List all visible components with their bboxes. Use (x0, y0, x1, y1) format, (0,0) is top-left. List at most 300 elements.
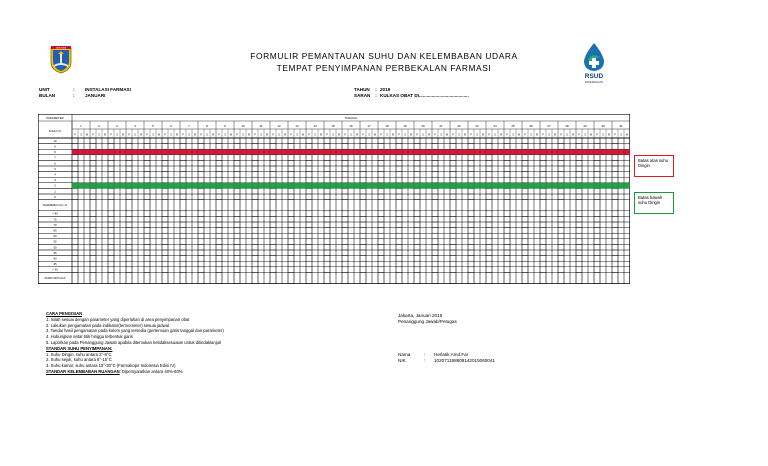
grid-cell (222, 233, 228, 239)
grid-cell (396, 155, 402, 161)
grid-cell (228, 239, 234, 245)
grid-cell (618, 166, 624, 172)
grid-cell (72, 138, 78, 144)
grid-cell (336, 160, 342, 166)
grid-cell (546, 160, 552, 166)
grid-cell (108, 228, 114, 234)
grid-cell (384, 188, 390, 194)
grid-cell (624, 267, 630, 273)
grid-cell (432, 267, 438, 273)
grid-cell (480, 216, 486, 222)
grid-cell (150, 250, 156, 256)
grid-cell (456, 228, 462, 234)
grid-cell (132, 172, 138, 178)
grid-cell (84, 250, 90, 256)
grid-cell (582, 166, 588, 172)
grid-cell (588, 172, 594, 178)
grid-cell (408, 155, 414, 161)
grid-cell (186, 267, 192, 273)
grid-cell (174, 166, 180, 172)
grid-cell (120, 144, 126, 150)
grid-cell (132, 267, 138, 273)
grid-cell (252, 239, 258, 245)
sub-column-label: S (548, 133, 550, 137)
grid-cell (600, 194, 606, 200)
grid-cell (264, 177, 270, 183)
grid-cell (126, 160, 132, 166)
grid-cell (222, 261, 228, 267)
grid-cell (318, 222, 324, 228)
grid-cell (294, 244, 300, 250)
grid-cell (216, 216, 222, 222)
grid-cell (588, 177, 594, 183)
grid-cell (180, 177, 186, 183)
grid-cell (228, 250, 234, 256)
grid-cell (318, 216, 324, 222)
grid-cell (282, 138, 288, 144)
grid-cell (516, 228, 522, 234)
grid-cell (108, 256, 114, 262)
grid-cell (330, 261, 336, 267)
grid-cell (372, 194, 378, 200)
grid-cell (312, 138, 318, 144)
grid-cell (624, 188, 630, 194)
grid-cell (576, 228, 582, 234)
grid-cell (138, 172, 144, 178)
grid-cell (444, 228, 450, 234)
grid-cell (156, 177, 162, 183)
grid-cell (360, 160, 366, 166)
grid-cell (426, 211, 432, 217)
grid-cell (486, 172, 492, 178)
grid-cell (168, 144, 174, 150)
grid-cell (474, 155, 480, 161)
grid-cell (384, 138, 390, 144)
grid-cell (528, 233, 534, 239)
grid-cell (384, 272, 390, 283)
grid-cell (432, 160, 438, 166)
grid-cell (138, 144, 144, 150)
grid-cell (312, 228, 318, 234)
grid-cell (108, 250, 114, 256)
sub-column-label: P (596, 133, 598, 137)
grid-cell (420, 155, 426, 161)
grid-cell (168, 228, 174, 234)
grid-cell (420, 256, 426, 262)
grid-cell (414, 155, 420, 161)
grid-cell (162, 172, 168, 178)
day-label: 19 (403, 124, 407, 128)
grid-cell (402, 239, 408, 245)
grid-cell (318, 200, 324, 211)
grid-cell (522, 228, 528, 234)
grid-cell (186, 233, 192, 239)
sub-column-label: M (536, 133, 538, 137)
grid-cell (156, 250, 162, 256)
grid-cell (414, 228, 420, 234)
grid-cell (96, 261, 102, 267)
grid-cell (204, 244, 210, 250)
grid-cell (480, 188, 486, 194)
grid-cell (198, 250, 204, 256)
grid-cell (576, 172, 582, 178)
grid-cell (306, 188, 312, 194)
grid-cell (432, 222, 438, 228)
grid-cell (420, 166, 426, 172)
grid-cell (222, 200, 228, 211)
grid-cell (210, 272, 216, 283)
grid-cell (186, 216, 192, 222)
grid-cell (558, 272, 564, 283)
grid-cell (336, 222, 342, 228)
grid-cell (174, 267, 180, 273)
grid-cell (552, 267, 558, 273)
grid-cell (378, 172, 384, 178)
grid-cell (624, 160, 630, 166)
grid-cell (426, 166, 432, 172)
grid-cell (150, 261, 156, 267)
grid-cell (228, 233, 234, 239)
day-label: 30 (601, 124, 605, 128)
grid-cell (216, 233, 222, 239)
sub-column-label: P (308, 133, 310, 137)
day-label: 13 (295, 124, 299, 128)
grid-cell (396, 138, 402, 144)
grid-cell (522, 216, 528, 222)
grid-cell (492, 200, 498, 211)
grid-cell (492, 272, 498, 283)
grid-cell (468, 194, 474, 200)
grid-cell (522, 160, 528, 166)
grid-cell (378, 222, 384, 228)
grid-cell (270, 177, 276, 183)
grid-cell (564, 233, 570, 239)
grid-cell (204, 261, 210, 267)
grid-cell (384, 177, 390, 183)
grid-cell (516, 194, 522, 200)
grid-cell (546, 222, 552, 228)
grid-cell (582, 244, 588, 250)
grid-cell (582, 222, 588, 228)
grid-cell (486, 267, 492, 273)
grid-cell (420, 239, 426, 245)
grid-cell (144, 228, 150, 234)
grid-cell (246, 222, 252, 228)
grid-cell (342, 261, 348, 267)
grid-cell (612, 228, 618, 234)
grid-cell (162, 211, 168, 217)
grid-cell (570, 177, 576, 183)
grid-cell (180, 160, 186, 166)
sub-column-label: S (530, 133, 532, 137)
grid-cell (606, 250, 612, 256)
grid-cell (564, 172, 570, 178)
grid-cell (78, 155, 84, 161)
grid-cell (444, 216, 450, 222)
grid-cell (282, 177, 288, 183)
grid-cell (468, 222, 474, 228)
grid-cell (276, 267, 282, 273)
grid-cell (78, 172, 84, 178)
grid-cell (432, 261, 438, 267)
grid-cell (348, 222, 354, 228)
sub-column-label: S (404, 133, 406, 137)
grid-cell (516, 239, 522, 245)
grid-cell (156, 222, 162, 228)
sub-column-label: M (554, 133, 556, 137)
grid-cell (180, 233, 186, 239)
grid-cell (276, 144, 282, 150)
grid-cell (336, 216, 342, 222)
grid-cell (558, 177, 564, 183)
grid-cell (504, 211, 510, 217)
grid-cell (198, 261, 204, 267)
grid-cell (96, 272, 102, 283)
grid-cell (186, 261, 192, 267)
grid-cell (138, 244, 144, 250)
grid-cell (96, 256, 102, 262)
grid-cell (612, 155, 618, 161)
grid-cell (384, 228, 390, 234)
day-label: 25 (511, 124, 515, 128)
grid-cell (102, 267, 108, 273)
grid-cell (498, 228, 504, 234)
grid-cell (456, 144, 462, 150)
grid-cell (330, 194, 336, 200)
grid-cell (144, 172, 150, 178)
grid-cell (414, 239, 420, 245)
grid-cell (492, 244, 498, 250)
grid-cell (570, 166, 576, 172)
grid-cell (216, 211, 222, 217)
grid-cell (408, 138, 414, 144)
grid-cell (342, 256, 348, 262)
grid-cell (288, 222, 294, 228)
grid-cell (498, 261, 504, 267)
grid-cell (174, 155, 180, 161)
grid-cell (480, 261, 486, 267)
grid-cell (534, 256, 540, 262)
grid-cell (438, 160, 444, 166)
grid-cell (360, 138, 366, 144)
grid-cell (114, 256, 120, 262)
grid-cell (582, 194, 588, 200)
day-label: 17 (367, 124, 371, 128)
grid-cell (540, 172, 546, 178)
grid-cell (588, 222, 594, 228)
grid-cell (282, 272, 288, 283)
grid-cell (558, 188, 564, 194)
grid-cell (120, 177, 126, 183)
grid-cell (546, 155, 552, 161)
grid-cell (504, 216, 510, 222)
grid-cell (228, 188, 234, 194)
grid-cell (78, 239, 84, 245)
grid-cell (498, 194, 504, 200)
grid-cell (162, 261, 168, 267)
grid-cell (624, 144, 630, 150)
grid-cell (222, 188, 228, 194)
grid-cell (432, 250, 438, 256)
grid-cell (246, 211, 252, 217)
grid-cell (354, 194, 360, 200)
grid-cell (612, 222, 618, 228)
grid-cell (606, 172, 612, 178)
grid-cell (276, 194, 282, 200)
grid-cell (294, 228, 300, 234)
grid-cell (372, 244, 378, 250)
grid-cell (234, 272, 240, 283)
sub-column-label: S (134, 133, 136, 137)
grid-cell (570, 155, 576, 161)
grid-cell (468, 233, 474, 239)
grid-cell (144, 160, 150, 166)
grid-cell (534, 216, 540, 222)
grid-cell (360, 256, 366, 262)
grid-cell (126, 216, 132, 222)
grid-cell (96, 188, 102, 194)
grid-cell (180, 250, 186, 256)
grid-cell (504, 138, 510, 144)
grid-cell (288, 200, 294, 211)
grid-cell (306, 250, 312, 256)
grid-cell (348, 256, 354, 262)
grid-cell (576, 194, 582, 200)
grid-cell (450, 272, 456, 283)
grid-cell (336, 194, 342, 200)
grid-cell (504, 200, 510, 211)
grid-cell (570, 239, 576, 245)
grid-cell (468, 261, 474, 267)
grid-cell (414, 244, 420, 250)
grid-cell (438, 211, 444, 217)
grid-cell (114, 267, 120, 273)
grid-cell (144, 272, 150, 283)
grid-cell (624, 222, 630, 228)
grid-cell (402, 155, 408, 161)
grid-cell (204, 160, 210, 166)
grid-cell (312, 211, 318, 217)
grid-cell (594, 228, 600, 234)
grid-cell (492, 261, 498, 267)
grid-cell (486, 144, 492, 150)
grid-cell (90, 267, 96, 273)
grid-cell (438, 256, 444, 262)
grid-cell (444, 250, 450, 256)
grid-cell (564, 216, 570, 222)
grid-cell (624, 233, 630, 239)
grid-cell (234, 216, 240, 222)
grid-cell (354, 267, 360, 273)
grid-cell (288, 138, 294, 144)
grid-cell (114, 194, 120, 200)
temp-row-label: 1 (54, 189, 56, 194)
grid-cell (102, 250, 108, 256)
sub-column-label: M (248, 133, 250, 137)
sub-column-label: S (296, 133, 298, 137)
grid-cell (612, 188, 618, 194)
grid-cell (270, 188, 276, 194)
grid-cell (258, 267, 264, 273)
grid-cell (204, 272, 210, 283)
grid-cell (234, 250, 240, 256)
grid-cell (324, 256, 330, 262)
grid-cell (108, 172, 114, 178)
sub-column-label: M (122, 133, 124, 137)
grid-cell (462, 144, 468, 150)
grid-cell (174, 138, 180, 144)
grid-cell (276, 172, 282, 178)
grid-cell (462, 211, 468, 217)
grid-cell (162, 250, 168, 256)
grid-cell (444, 188, 450, 194)
day-label: 16 (349, 124, 353, 128)
grid-cell (228, 216, 234, 222)
grid-cell (456, 216, 462, 222)
grid-cell (126, 267, 132, 273)
grid-cell (288, 267, 294, 273)
grid-cell (348, 228, 354, 234)
grid-cell (312, 233, 318, 239)
grid-cell (570, 211, 576, 217)
grid-cell (354, 166, 360, 172)
grid-cell (252, 267, 258, 273)
grid-cell (150, 216, 156, 222)
sub-column-label: S (260, 133, 262, 137)
grid-cell (402, 233, 408, 239)
grid-cell (132, 228, 138, 234)
grid-cell (408, 160, 414, 166)
grid-cell (90, 216, 96, 222)
grid-cell (570, 256, 576, 262)
grid-cell (78, 160, 84, 166)
grid-cell (438, 216, 444, 222)
grid-cell (354, 177, 360, 183)
grid-cell (90, 261, 96, 267)
grid-cell (336, 272, 342, 283)
grid-cell (414, 216, 420, 222)
grid-cell (522, 188, 528, 194)
grid-cell (78, 233, 84, 239)
humidity-row-label: 75 (53, 217, 57, 222)
grid-cell (618, 172, 624, 178)
grid-cell (468, 267, 474, 273)
sub-column-label: S (566, 133, 568, 137)
grid-cell (234, 261, 240, 267)
grid-cell (522, 200, 528, 211)
grid-cell (300, 216, 306, 222)
grid-cell (264, 256, 270, 262)
grid-cell (270, 166, 276, 172)
grid-cell (198, 244, 204, 250)
nama-label: Nama (398, 352, 411, 357)
grid-cell (378, 188, 384, 194)
grid-cell (342, 233, 348, 239)
grid-cell (300, 250, 306, 256)
grid-cell (558, 194, 564, 200)
grid-cell (336, 233, 342, 239)
grid-cell (618, 144, 624, 150)
grid-cell (438, 194, 444, 200)
grid-cell (330, 172, 336, 178)
grid-cell (438, 272, 444, 283)
sub-column-label: M (464, 133, 466, 137)
grid-cell (240, 211, 246, 217)
grid-cell (504, 233, 510, 239)
grid-cell (240, 138, 246, 144)
grid-cell (204, 172, 210, 178)
grid-cell (504, 267, 510, 273)
